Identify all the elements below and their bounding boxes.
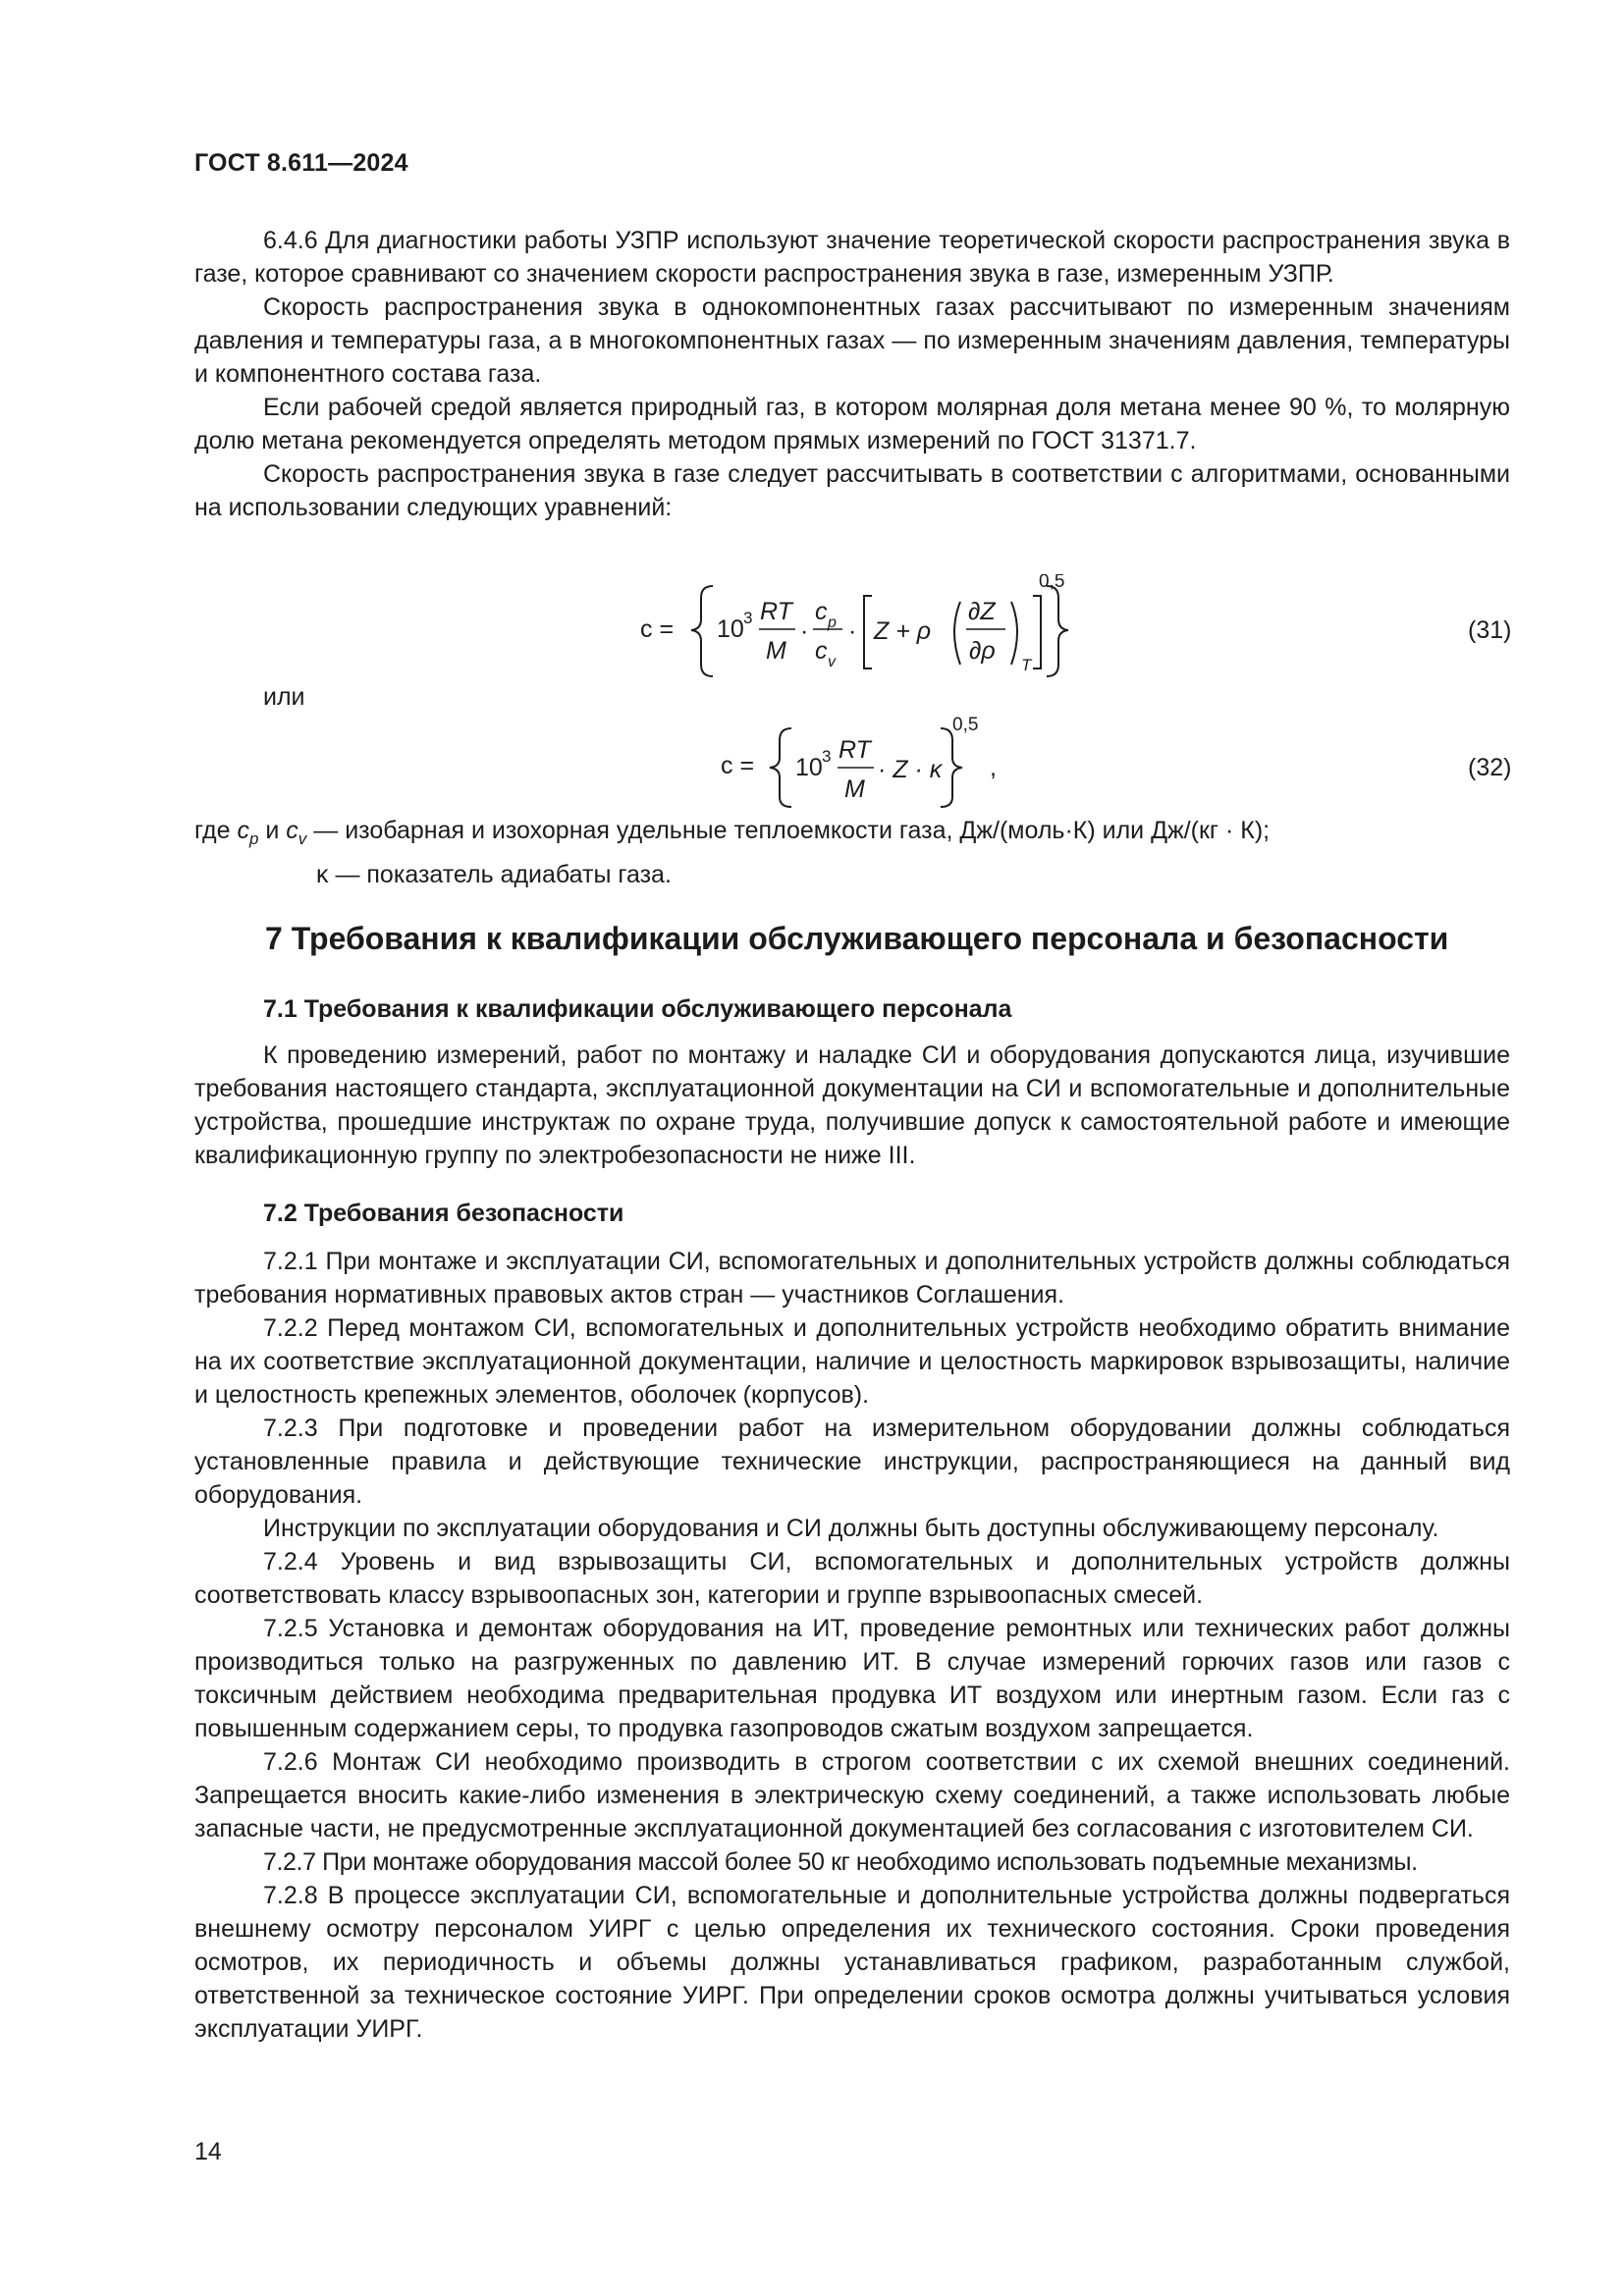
- eq32-pow10: 10: [795, 754, 823, 781]
- definition-kappa: κ — показатель адиабаты газа.: [316, 861, 672, 888]
- eq31-z-plus-rho: Z + ρ: [874, 617, 932, 645]
- definition-cp-cv: где $c_p$ и $c_v$ — изобарная и изохорная удельные теплоемкости газа, Дж/(моль·К) или Дж/(кг · К);: [194, 817, 1271, 848]
- eq31-cp-sub: p: [828, 614, 837, 631]
- eq31-rt: RT: [760, 598, 792, 625]
- eq31-drho: ∂ρ: [969, 637, 996, 665]
- paragraph-methane-fraction: Если рабочей средой является природный газ, в котором молярная доля метана менее 90 %, то молярную долю метана рекомендуется определять методом прямых измерений по ГОСТ 31371.7.: [194, 394, 1510, 454]
- or-word: или: [263, 683, 305, 711]
- paragraph-7-2-2: 7.2.2 Перед монтажом СИ, вспомогательных и дополнительных устройств необходимо обратить внимание на их соответствие эксплуатационной документации, наличие и целостность маркировок взрывозащиты, наличие и целостность крепежных элементов, оболочек (корпусов).: [194, 1314, 1510, 1409]
- paragraph-7-2-6: 7.2.6 Монтаж СИ необходимо производить в строгом соответствии с их схемой внешних соединений. Запрещается вносить какие-либо изменения в электрическую схему соединений, а также использовать любые запасные части, не предусмотренные эксплуатационной документацией без согласования с изготовителем СИ.: [194, 1748, 1510, 1842]
- paragraph-7-2-3-instructions: Инструкции по эксплуатации оборудования и СИ должны быть доступны обслуживающему персоналу.: [263, 1515, 1439, 1542]
- equation-31-number: (31): [1468, 616, 1512, 644]
- section-6-4-6: [194, 224, 1510, 524]
- eq32-m: M: [844, 775, 865, 803]
- eq31-m: M: [766, 637, 786, 665]
- document-code-header: ГОСТ 8.611—2024: [194, 149, 408, 177]
- paragraph-7-1: К проведению измерений, работ по монтажу и наладке СИ и оборудования допускаются лица, изучившие требования настоящего стандарта, эксплуатационной документации на СИ и вспомогательные и дополнительные устройства, прошедшие инструктаж по охране труда, получившие допуск к самостоятельной работе и имеющие квалификационную группу по электробезопасности не ниже III.: [194, 1041, 1510, 1169]
- eq31-cv: c: [815, 637, 828, 665]
- eq31-lhs: c =: [640, 615, 675, 643]
- paragraph-6-4-6: 6.4.6 Для диагностики работы УЗПР используют значение теоретической скорости распространения звука в газе, которое сравнивают со значением скорости распространения звука в газе, измеренным УЗПР.: [194, 227, 1510, 288]
- eq31-pow10: 10: [717, 615, 744, 643]
- section-7-1-body: [194, 1039, 1510, 1172]
- eq32-rt: RT: [839, 736, 871, 764]
- section-7-2-body: [194, 1245, 1510, 2046]
- paragraph-7-2-5: 7.2.5 Установка и демонтаж оборудования на ИТ, проведение ремонтных или технических работ должны производиться только на разгруженных по давлению ИТ. В случае измерений горючих газов или газов с токсичным действием необходима предварительная продувка ИТ воздухом или инертным газом. Если газ с повышенным содержанием серы, то продувка газопроводов сжатым воздухом запрещается.: [194, 1615, 1510, 1742]
- paragraph-algorithms: Скорость распространения звука в газе следует рассчитывать в соответствии с алгоритмами, основанными на использовании следующих уравнений:: [194, 460, 1510, 521]
- paragraph-7-2-7: 7.2.7 При монтаже оборудования массой более 50 кг необходимо использовать подъемные механизмы.: [263, 1848, 1418, 1876]
- eq32-exp3: 3: [822, 747, 832, 766]
- equation-31: [628, 574, 1080, 682]
- symbol-definitions: [194, 813, 1270, 892]
- eq31-exp3: 3: [743, 609, 753, 627]
- eq31-exp05: 0,5: [1039, 574, 1065, 592]
- section-7-heading: 7 Требования к квалификации обслуживающего персонала и безопасности: [265, 921, 1449, 956]
- eq32-tail: · Z · κ: [878, 756, 943, 783]
- eq31-cv-sub: v: [828, 654, 836, 670]
- paragraph-7-2-3: 7.2.3 При подготовке и проведении работ на измерительном оборудовании должны соблюдаться установленные правила и действующие технические инструкции, распространяющиеся на данный вид оборудования.: [194, 1415, 1510, 1509]
- equation-32-number: (32): [1468, 754, 1512, 781]
- page-number: 14: [194, 2138, 222, 2165]
- eq31-cp: c: [815, 598, 828, 625]
- eq32-lhs: c =: [721, 752, 755, 779]
- svg-text:·: ·: [848, 617, 857, 645]
- svg-text:·: ·: [800, 617, 809, 645]
- section-7-1-heading: 7.1 Требования к квалификации обслуживающего персонала: [263, 995, 1012, 1023]
- paragraph-7-2-4: 7.2.4 Уровень и вид взрывозащиты СИ, вспомогательных и дополнительных устройств должны соответствовать классу взрывоопасных зон, категории и группе взрывоопасных смесей.: [194, 1548, 1510, 1609]
- paragraph-7-2-8: 7.2.8 В процессе эксплуатации СИ, вспомогательные и дополнительные устройства должны подвергаться внешнему осмотру персоналом УИРГ с целью определения их технического состояния. Сроки проведения осмотров, их периодичность и объемы должны устанавливаться графиком, разработанным службой, ответственной за техническое состояние УИРГ. При определении сроков осмотра должны учитываться условия эксплуатации УИРГ.: [194, 1882, 1510, 2043]
- eq31-dz: ∂Z: [968, 598, 996, 625]
- eq32-comma: ,: [990, 754, 997, 781]
- eq32-exp05: 0,5: [952, 715, 979, 735]
- section-7-2-heading: 7.2 Требования безопасности: [263, 1200, 624, 1227]
- paragraph-7-2-1: 7.2.1 При монтаже и эксплуатации СИ, вспомогательных и дополнительных устройств должны соблюдаться требования нормативных правовых актов стран — участников Соглашения.: [194, 1248, 1510, 1308]
- eq31-t-sub: T: [1021, 656, 1032, 674]
- equation-32: [709, 715, 1023, 813]
- paragraph-sound-speed-calc: Скорость распространения звука в однокомпонентных газах рассчитывают по измеренным значениям давления и температуры газа, а в многокомпонентных газах — по измеренным значениям давления, температуры и компонентного состава газа.: [194, 294, 1510, 388]
